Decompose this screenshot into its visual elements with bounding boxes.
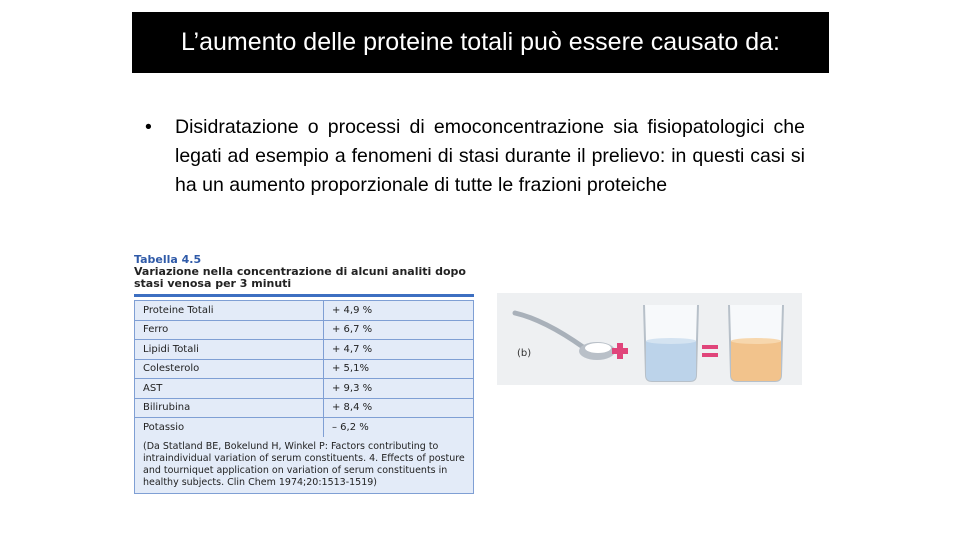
analyte-cell: AST xyxy=(135,379,324,398)
change-cell: + 4,7 % xyxy=(332,343,373,355)
change-cell: + 5,1% xyxy=(332,363,369,375)
analyte-cell: Proteine Totali xyxy=(135,301,324,320)
equals-icon xyxy=(701,343,719,359)
change-cell: + 6,7 % xyxy=(332,324,373,336)
bullet-marker: • xyxy=(145,116,152,138)
bullet-point xyxy=(145,113,805,200)
bullet-text: Disidratazione o processi di emoconcentrazione sia fisiopatologici che legati ad esempio a fenomeni di stasi durante il prelievo: in questi casi si ha un aumento proporzionale di tutte le frazioni proteiche xyxy=(175,116,805,196)
table-row xyxy=(135,379,473,399)
plus-icon xyxy=(610,341,630,361)
change-cell: + 9,3 % xyxy=(332,382,373,394)
table-row xyxy=(135,301,473,321)
analyte-cell: Colesterolo xyxy=(135,360,324,379)
slide-title-bar xyxy=(132,12,829,73)
slide-title: L’aumento delle proteine totali può essere causato da: xyxy=(180,28,781,56)
analyte-cell: Lipidi Totali xyxy=(135,340,324,359)
change-cell: + 4,9 % xyxy=(332,304,373,316)
analyte-cell: Potassio xyxy=(135,418,324,437)
table-row xyxy=(135,340,473,360)
table-title: Tabella 4.5 xyxy=(134,253,202,266)
table-row xyxy=(135,360,473,380)
change-cell: + 8,4 % xyxy=(332,402,373,414)
spoon-with-powder-icon xyxy=(511,305,619,365)
beaker-orange-liquid-icon xyxy=(725,301,787,383)
table-row xyxy=(135,321,473,341)
change-cell: – 6,2 % xyxy=(332,421,369,433)
beaker-blue-liquid-icon xyxy=(640,301,702,383)
analyte-table xyxy=(134,300,474,494)
table-row xyxy=(135,399,473,419)
table-row xyxy=(135,418,473,437)
hemoconcentration-illustration xyxy=(497,293,802,385)
figure-label: (b) xyxy=(517,348,532,359)
analyte-cell: Ferro xyxy=(135,321,324,340)
table-caption: Variazione nella concentrazione di alcuni analiti dopo stasi venosa per 3 minuti xyxy=(134,265,466,290)
analyte-cell: Bilirubina xyxy=(135,399,324,418)
table-divider xyxy=(134,294,474,297)
table-source-note: (Da Statland BE, Bokelund H, Winkel P: Factors contributing to intraindividual variation of serum constituents. 4. Effects of posture and tourniquet application on variation of serum constituents in healthy subjects. Clin Chem 1974;20:1513-1519) xyxy=(143,440,465,488)
analyte-table-figure xyxy=(134,253,474,494)
